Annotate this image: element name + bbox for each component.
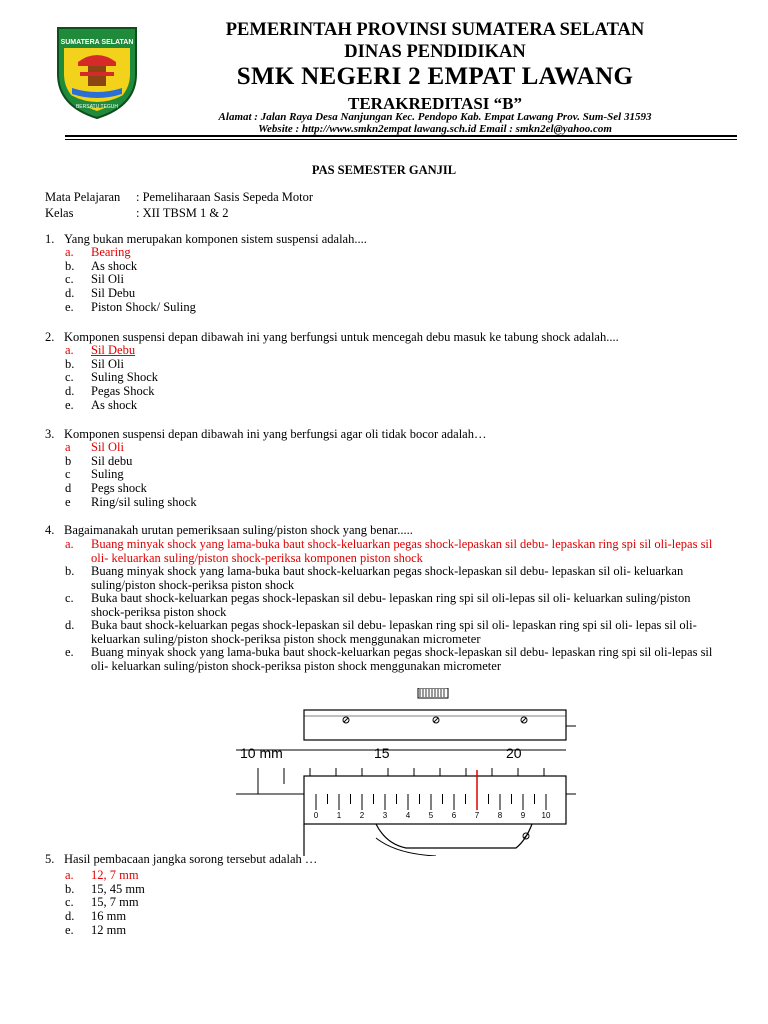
option: c. Buka baut shock-keluarkan pegas shock-lepaskan sil debu- lepaskan ring spi sil oli-lepas sil oli- keluarkan suling/piston shock-periksa piston shock	[65, 591, 691, 619]
option: b Sil debu	[65, 453, 133, 468]
meta-subject	[45, 190, 313, 205]
meta-value: : Pemeliharaan Sasis Sepeda Motor	[136, 190, 314, 204]
vernier-label: 8	[497, 811, 503, 820]
question-number: 5.	[45, 852, 55, 866]
meta-key: Kelas	[45, 206, 74, 220]
question-2-options	[65, 344, 158, 413]
option: e. Piston Shock/ Suling	[65, 299, 196, 314]
question-number: 2.	[45, 330, 55, 344]
vernier-label: 9	[520, 811, 526, 820]
header-school-name: SMK NEGERI 2 EMPAT LAWANG	[236, 63, 634, 90]
logo-bottom-text: BERSATU TEGUH	[75, 104, 119, 110]
option: a Sil Oli	[65, 440, 124, 454]
meta-class	[45, 206, 229, 221]
question-1-options	[65, 246, 196, 315]
option: d. Buka baut shock-keluarkan pegas shock-lepaskan sil debu- lepaskan ring spi sil oli- lepaskan ring spi sil oli- lepas sil oli- keluarkan suling/piston shock-periksa piston shock menggunakan micrometer	[65, 618, 697, 646]
vernier-label: 6	[451, 811, 457, 820]
question-number: 3.	[45, 427, 55, 441]
logo-top-text: SUMATERA SELATAN	[60, 39, 134, 46]
option: b. 15, 45 mm	[65, 881, 145, 896]
option: d. Pegas Shock	[65, 384, 155, 399]
option: c. Sil Oli	[65, 272, 124, 287]
header-government: PEMERINTAH PROVINSI SUMATERA SELATAN	[225, 20, 645, 40]
question-text: Hasil pembacaan jangka sorong tersebut adalah …	[64, 852, 318, 866]
option: d. Sil Debu	[65, 286, 136, 301]
option: b. Buang minyak shock yang lama-buka baut shock-keluarkan pegas shock-lepaskan sil debu- lepaskan sil oli- keluarkan suling/piston shock-periksa piston shock	[65, 564, 684, 592]
question-text: Bagaimanakah urutan pemeriksaan suling/piston shock yang benar.....	[64, 523, 413, 537]
main-scale-label: 10 mm	[240, 745, 283, 761]
vernier-label: 7	[474, 811, 480, 820]
question-4	[45, 524, 725, 538]
question-text: Komponen suspensi depan dibawah ini yang berfungsi agar oli tidak bocor adalah…	[64, 427, 487, 441]
question-3-options	[65, 441, 197, 510]
question-text: Yang bukan merupakan komponen sistem suspensi adalah....	[64, 232, 367, 246]
option: e Ring/sil suling shock	[65, 494, 197, 509]
question-5	[45, 853, 725, 867]
header-accreditation: TERAKREDITASI “B”	[348, 94, 522, 113]
main-scale-label: 20	[506, 745, 522, 761]
meta-value: : XII TBSM 1 & 2	[136, 206, 229, 220]
header-department: DINAS PENDIDIKAN	[344, 42, 526, 62]
option: a. Bearing	[65, 245, 131, 259]
vernier-label: 0	[313, 811, 319, 820]
vernier-label: 1	[336, 811, 342, 820]
vernier-caliper-figure	[236, 688, 576, 856]
question-4-options	[65, 538, 725, 673]
vernier-label: 10	[541, 811, 551, 820]
question-2	[45, 331, 725, 345]
header-divider-thin	[65, 139, 737, 140]
question-1	[45, 233, 725, 247]
vernier-label: 4	[405, 811, 411, 820]
option: a. Buang minyak shock yang lama-buka baut shock-keluarkan pegas shock-lepaskan sil debu- lepaskan ring spi sil oli-lepas sil oli- keluarkan suling/piston shock-periksa komponen piston shock	[65, 537, 713, 565]
question-number: 4.	[45, 523, 55, 537]
vernier-label: 5	[428, 811, 434, 820]
header-divider	[65, 135, 737, 137]
option: d Pegs shock	[65, 481, 147, 496]
option: a. 12, 7 mm	[65, 868, 139, 882]
option: e. 12 mm	[65, 922, 127, 937]
exam-title: PAS SEMESTER GANJIL	[311, 163, 457, 177]
question-text: Komponen suspensi depan dibawah ini yang berfungsi untuk mencegah debu masuk ke tabung shock adalah....	[64, 330, 619, 344]
option: e. As shock	[65, 397, 138, 412]
main-scale-label: 15	[374, 745, 390, 761]
option: c. Suling Shock	[65, 370, 159, 385]
option: c Suling	[65, 467, 124, 482]
question-3	[45, 428, 725, 442]
meta-key: Mata Pelajaran	[45, 190, 121, 204]
option: a. Sil Debu	[65, 343, 136, 357]
option: e. Buang minyak shock yang lama-buka baut shock-keluarkan pegas shock-lepaskan sil debu- lepaskan ring spi sil oli-lepas sil oli- keluarkan suling/piston shock-periksa piston shock menggunakan micrometer	[65, 645, 713, 673]
option: d. 16 mm	[65, 909, 127, 924]
question-number: 1.	[45, 232, 55, 246]
header-website: Website : http://www.smkn2empat lawang.sch.id Email : smkn2el@yahoo.com	[258, 123, 612, 135]
vernier-label: 2	[359, 811, 365, 820]
option: b. As shock	[65, 258, 138, 273]
question-5-options	[65, 869, 145, 938]
header-address: Alamat : Jalan Raya Desa Nanjungan Kec. Pendopo Kab. Empat Lawang Prov. Sum-Sel 31593	[218, 111, 652, 123]
option: c. 15, 7 mm	[65, 895, 139, 910]
vernier-label: 3	[382, 811, 388, 820]
option: b. Sil Oli	[65, 356, 124, 371]
